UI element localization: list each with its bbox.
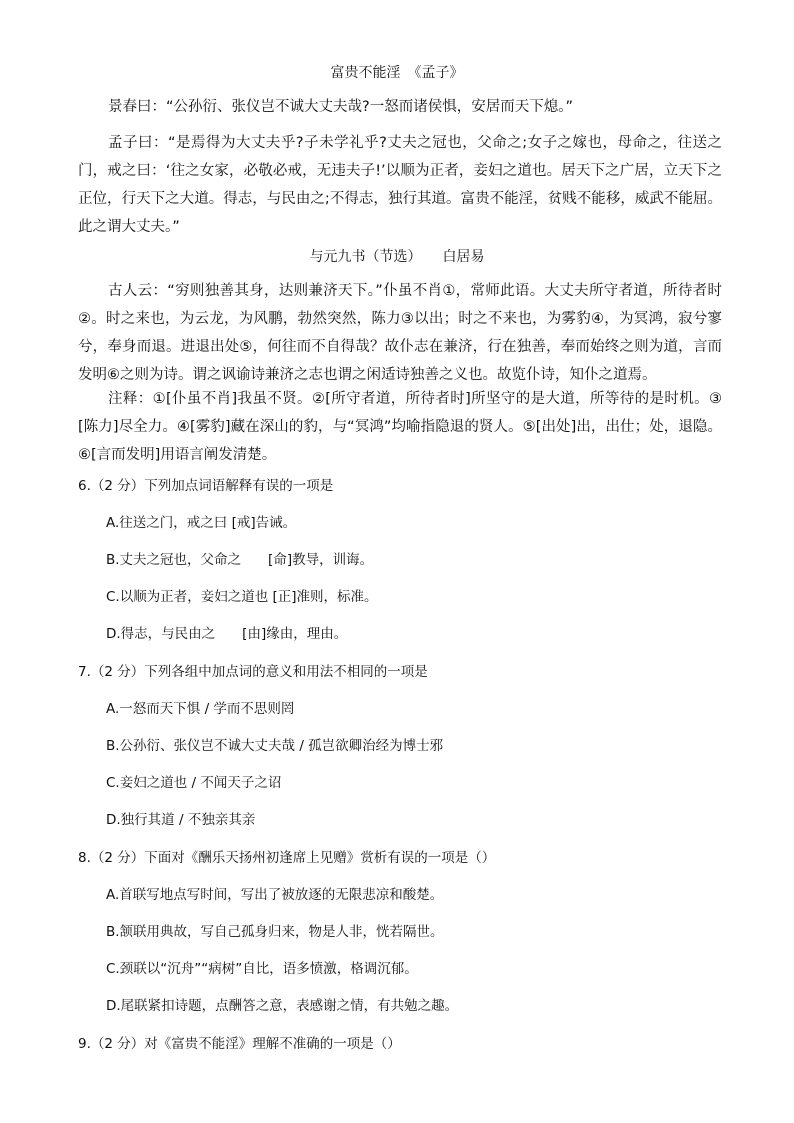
question-7-option-c: C.妾妇之道也 / 不闻天子之诏: [106, 775, 282, 791]
question-6-option-a: A.往送之门，戒之曰 [戒]告诫。: [106, 515, 297, 531]
question-8-option-d: D.尾联紧扣诗题，点酬答之意，表感谢之情，有共勉之趣。: [106, 998, 459, 1014]
passage1-paragraph-1: 景春曰：“公孙衍、张仪岂不诚大丈夫哉?一怒而诸侯惧，安居而天下熄。”: [108, 99, 573, 115]
passage2-notes: 注释：①[仆虽不肖]我虽不贤。②[所守者道，所待者时]所坚守的是大道，所等待的是时机。③[陈力]尽全力。④[雾豹]藏在深山的豹，与“冥鸿”均喻指隐退的贤人。⑤[出处]出，出仕；处，退隐。⑥[言而发明]用语言阐发清楚。: [78, 391, 722, 463]
question-6-option-d: D.得志，与民由之 [由]缘由，理由。: [106, 626, 348, 642]
question-6-option-c: C.以顺为正者，妾妇之道也 [正]准则，标准。: [106, 589, 378, 605]
question-7-option-b: B.公孙衍、张仪岂不诚大丈夫哉 / 孤岂欲卿治经为博士邪: [106, 738, 444, 754]
passage2-paragraph-1: 古人云：“穷则独善其身，达则兼济天下。”仆虽不肖①，常师此语。大丈夫所守者道，所待者时②。时之来也，为云龙，为风鹏，勃然突然，陈力③以出；时之不来也，为雾豹④，为冥鸿，寂兮寥兮，奉身而退。进退出处⑤，何往而不自得哉？故仆志在兼济，行在独善，奉而始终之则为道，言而发明⑥之则为诗。谓之讽谕诗兼济之志也谓之闲适诗独善之义也。故览仆诗，知仆之道焉。: [78, 283, 722, 383]
question-6-option-b: B.丈夫之冠也，父命之 [命]教导，训诲。: [106, 552, 374, 568]
question-7-stem: 7.（2 分）下列各组中加点词的意义和用法不相同的一项是: [78, 664, 428, 680]
question-8-option-c: C.颈联以“沉舟”“病树”自比，语多愤激，格调沉郁。: [106, 961, 418, 977]
question-8-option-a: A.首联写地点写时间，写出了被放逐的无限悲凉和酸楚。: [106, 887, 444, 903]
passage1-paragraph-2: 孟子曰：“是焉得为大丈夫乎?子未学礼乎?丈夫之冠也，父命之;女子之嫁也，母命之，往送之门，戒之曰：‘往之女家，必敬必戒，无违夫子!’以顺为正者，妾妇之道也。居天下之广居，立天下之正位，行天下之大道。得志，与民由之;不得志，独行其道。富贵不能淫，贫贱不能移，威武不能屈。此之谓大丈夫。”: [78, 135, 722, 235]
question-7-option-a: A.一怒而天下惧 / 学而不思则罔: [106, 701, 295, 717]
question-7-option-d: D.独行其道 / 不独亲其亲: [106, 812, 256, 828]
passage2-title: 与元九书（节选） 白居易: [309, 249, 485, 265]
question-9-stem: 9.（2 分）对《富贵不能淫》理解不准确的一项是（）: [78, 1036, 401, 1052]
passage1-title: 富贵不能淫 《孟子》: [330, 65, 464, 81]
question-8-stem: 8.（2 分）下面对《酬乐天扬州初逢席上见赠》赏析有误的一项是（）: [78, 850, 496, 866]
question-8-option-b: B.颔联用典故，写自己孤身归来，物是人非，恍若隔世。: [106, 924, 444, 940]
question-6-stem: 6.（2 分）下列加点词语解释有误的一项是: [78, 478, 334, 494]
